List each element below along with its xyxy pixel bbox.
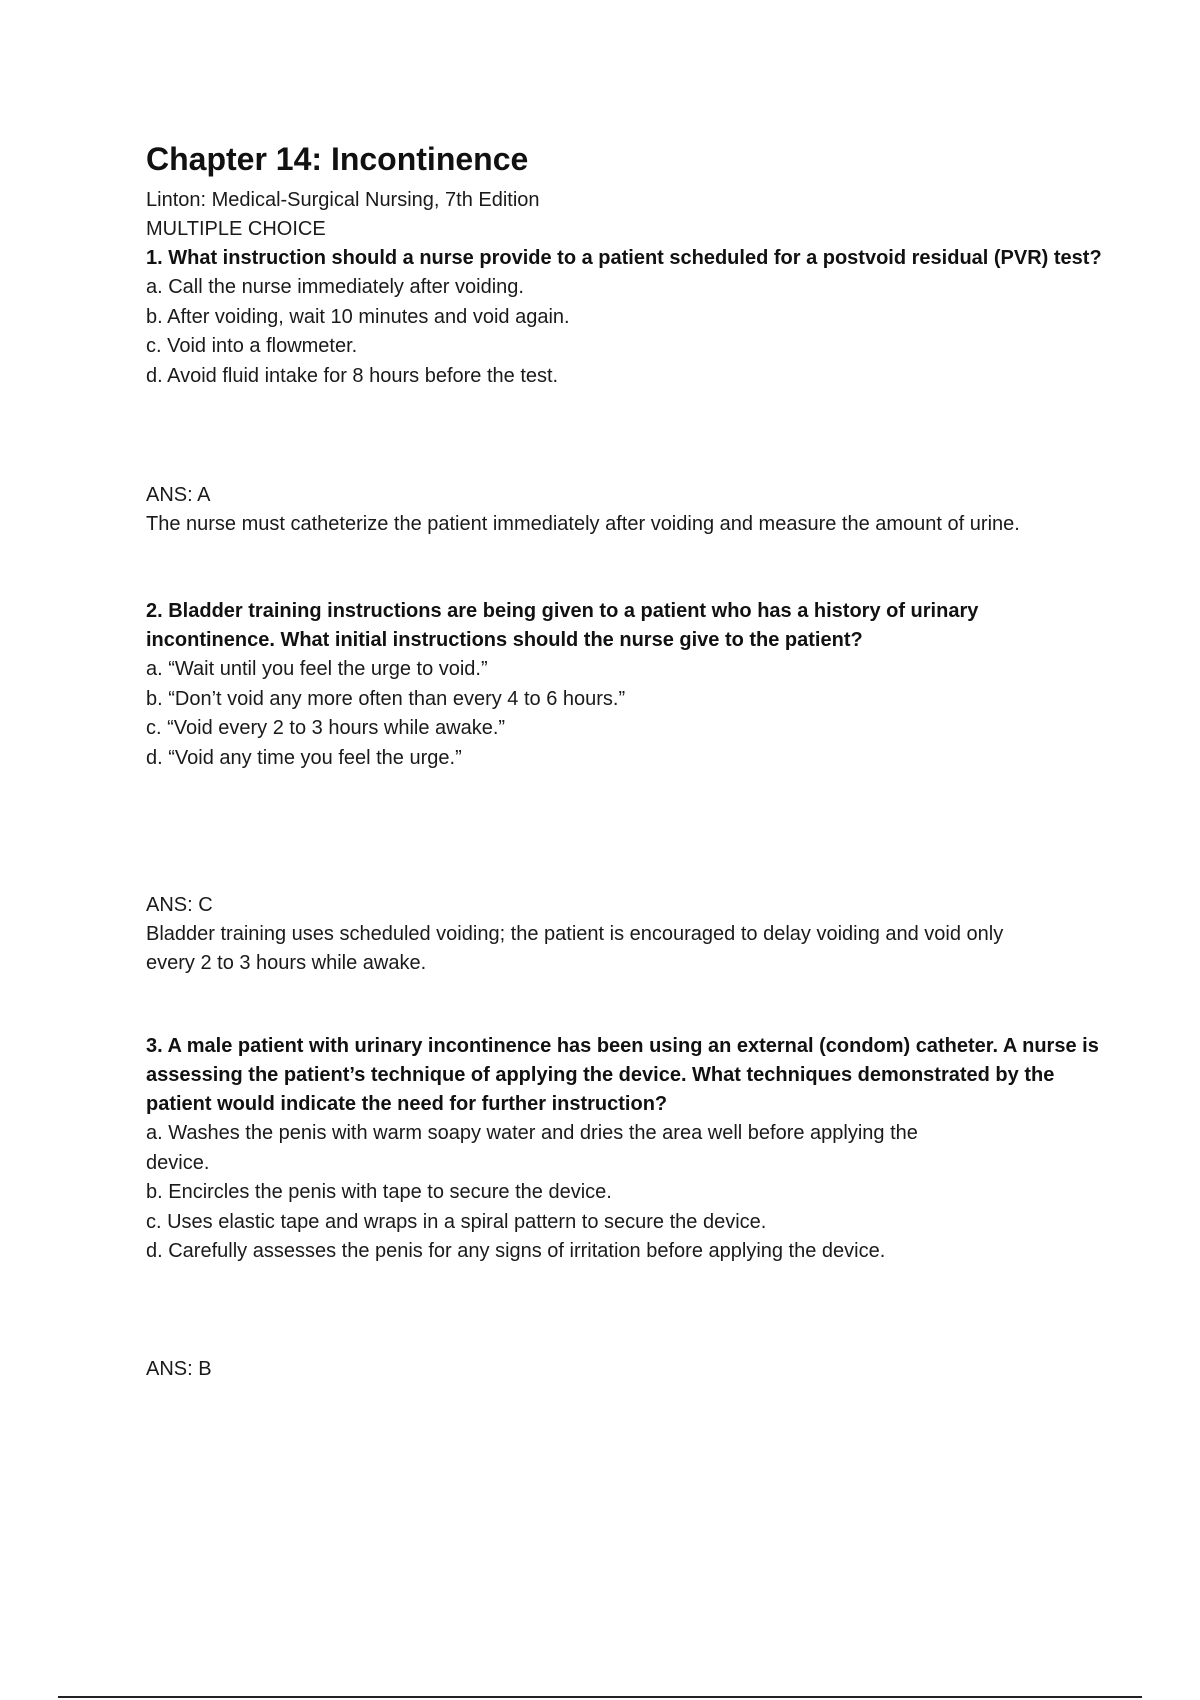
option-c: c. “Void every 2 to 3 hours while awake.”	[146, 717, 506, 740]
question-1	[146, 244, 1106, 539]
question-stem: 2. Bladder training instructions are being given to a patient who has a history of urinary incontinence. What initial instructions should the nurse give to the patient?	[146, 600, 979, 652]
page-bottom-divider	[58, 1696, 1142, 1698]
spacer	[146, 391, 1106, 481]
spacer	[146, 1267, 1106, 1355]
question-2	[146, 597, 1106, 978]
option-a: a. “Wait until you feel the urge to void.”	[146, 658, 488, 681]
answer-rationale: Bladder training uses scheduled voiding; the patient is encouraged to delay voiding and void only every 2 to 3 hours while awake.	[146, 923, 1004, 975]
option-d: d. Carefully assesses the penis for any signs of irritation before applying the device.	[146, 1240, 886, 1263]
option-d: d. “Void any time you feel the urge.”	[146, 746, 462, 769]
option-a: a. Washes the penis with warm soapy water and dries the area well before applying the device.	[146, 1122, 918, 1174]
spacer	[146, 978, 1106, 1032]
answer-key: ANS: B	[146, 1357, 212, 1380]
option-c: c. Uses elastic tape and wraps in a spiral pattern to secure the device.	[146, 1210, 767, 1233]
book-subtitle: Linton: Medical-Surgical Nursing, 7th Edition	[146, 189, 540, 212]
option-b: b. “Don’t void any more often than every 4 to 6 hours.”	[146, 687, 626, 710]
option-b: b. Encircles the penis with tape to secure the device.	[146, 1181, 612, 1204]
spacer	[146, 539, 1106, 597]
option-c: c. Void into a flowmeter.	[146, 335, 358, 358]
option-a: a. Call the nurse immediately after voiding.	[146, 276, 524, 299]
answer-key: ANS: C	[146, 894, 213, 917]
section-heading: MULTIPLE CHOICE	[146, 218, 326, 241]
answer-rationale: The nurse must catheterize the patient immediately after voiding and measure the amount of urine.	[146, 513, 1020, 536]
question-stem: 3. A male patient with urinary incontinence has been using an external (condom) catheter. A nurse is assessing the patient’s technique of applying the device. What techniques demonstrated by the patient would indicate the need for further instruction?	[146, 1035, 1099, 1116]
spacer	[146, 773, 1106, 891]
option-b: b. After voiding, wait 10 minutes and void again.	[146, 305, 570, 328]
answer-key: ANS: A	[146, 484, 211, 507]
question-stem: 1. What instruction should a nurse provide to a patient scheduled for a postvoid residual (PVR) test?	[146, 247, 1102, 270]
question-3	[146, 1032, 1106, 1384]
chapter-title: Chapter 14: Incontinence	[146, 141, 529, 177]
option-d: d. Avoid fluid intake for 8 hours before the test.	[146, 364, 559, 387]
document-page	[146, 140, 1106, 1384]
